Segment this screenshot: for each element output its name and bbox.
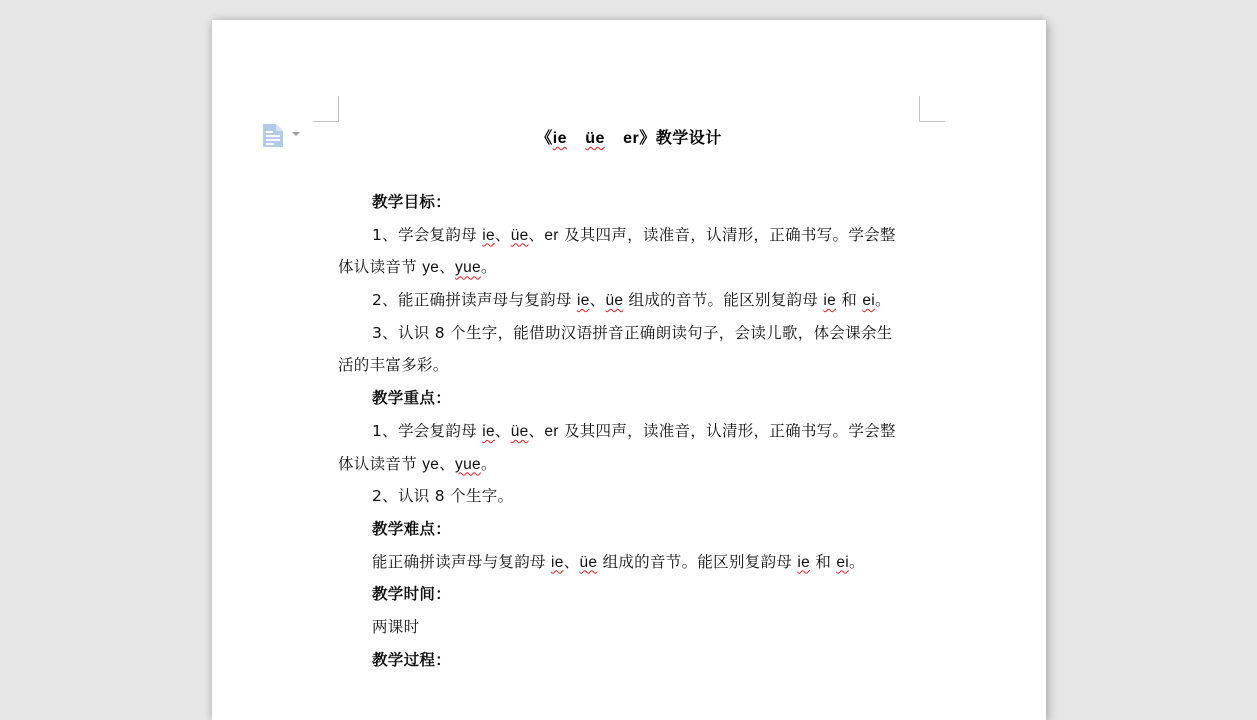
time-value: 两课时	[372, 617, 420, 636]
goal-2: 2、能正确拼读声母与复韵母 ie、üe 组成的音节。能区别复韵母 ie 和 ei。	[372, 291, 891, 310]
goals-heading: 教学目标：	[372, 193, 452, 211]
time-heading: 教学时间：	[372, 585, 452, 604]
document-page[interactable]	[212, 20, 1046, 720]
goal-3-line-1: 3、认识 8 个生字，能借助汉语拼音正确朗读句子，会读儿歌，体会课余生	[372, 323, 893, 342]
key-1-line-1: 1、学会复韵母 ie、üe、er 及其四声，读准音，认清形，正确书写。学会整	[372, 421, 896, 440]
key-points-heading: 教学重点：	[372, 389, 452, 408]
document-title: 《ie üe er》教学设计	[536, 128, 722, 147]
difficulty-1: 能正确拼读声母与复韵母 ie、üe 组成的音节。能区别复韵母 ie 和 ei。	[372, 552, 865, 571]
goal-1-line-2: 体认读音节 ye、yue。	[338, 258, 497, 277]
process-heading: 教学过程：	[372, 650, 452, 669]
key-1-line-2: 体认读音节 ye、yue。	[338, 454, 497, 473]
key-2: 2、认识 8 个生字。	[372, 487, 514, 506]
goal-1-line-1: 1、学会复韵母 ie、üe、er 及其四声，读准音，认清形，正确书写。学会整	[372, 225, 896, 244]
goal-3-line-2: 活的丰富多彩。	[338, 356, 449, 375]
difficulties-heading: 教学难点：	[372, 519, 452, 538]
document-body	[338, 186, 920, 676]
margin-mark-top-right	[919, 96, 945, 122]
margin-mark-top-left	[313, 96, 339, 122]
